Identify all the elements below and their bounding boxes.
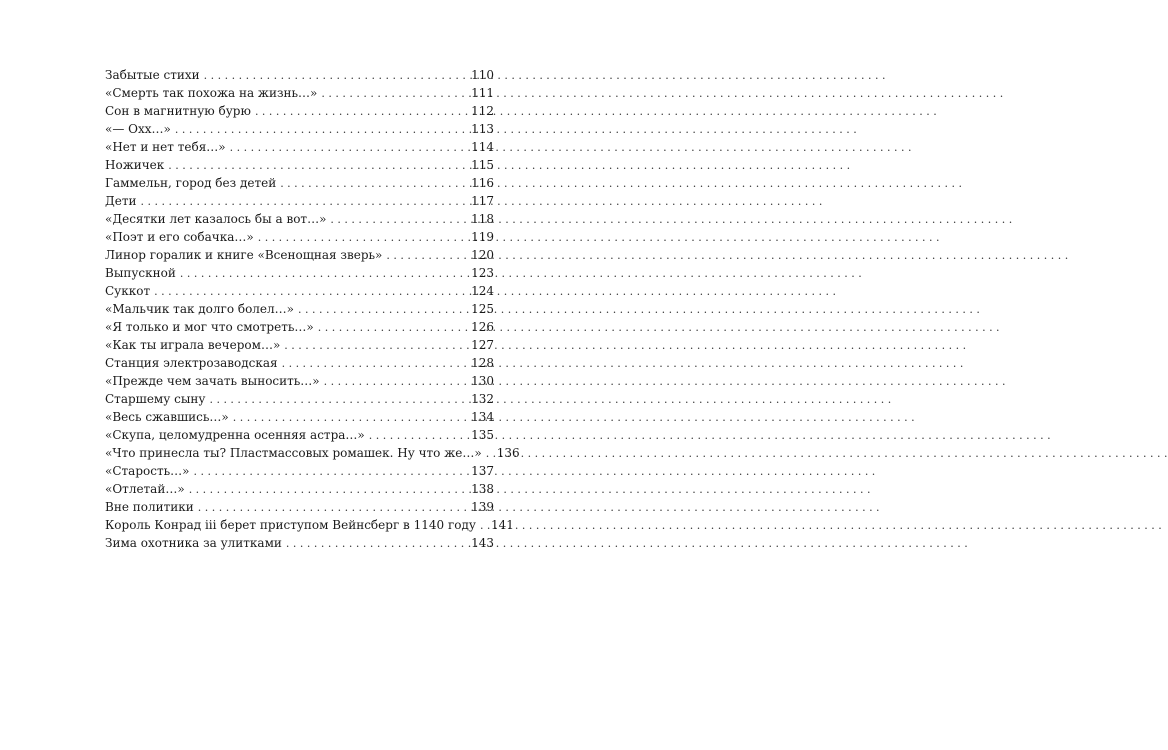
toc-entry xyxy=(105,174,494,192)
toc-entry-page: 117 xyxy=(471,194,494,208)
toc-entry-page: 127 xyxy=(471,338,494,352)
toc-dot-leader xyxy=(298,300,468,319)
toc-entry-page: 138 xyxy=(471,482,494,496)
toc-entry-title: Король Конрад iii берет приступом Вейнсберг в 1140 году xyxy=(105,518,476,532)
toc-entry xyxy=(105,300,494,318)
toc-dot-leader xyxy=(189,480,468,499)
toc-entry-page: 111 xyxy=(471,86,494,100)
toc-dot-leader xyxy=(330,210,468,229)
toc-entry-page: 130 xyxy=(471,374,494,388)
toc-entry-page: 134 xyxy=(471,410,494,424)
toc-entry-page: 115 xyxy=(471,158,494,172)
toc-entry-page: 139 xyxy=(471,500,494,514)
toc-entry-title: Старшему сыну xyxy=(105,392,206,406)
toc-entry xyxy=(105,264,494,282)
toc-dot-leader xyxy=(175,120,468,139)
toc-dot-leader xyxy=(168,156,468,175)
toc-entry xyxy=(105,336,494,354)
toc-dot-leader xyxy=(230,138,468,157)
toc-dot-leader xyxy=(286,534,468,553)
toc-entry-page: 125 xyxy=(471,302,494,316)
toc-entry-page: 141 xyxy=(490,518,514,532)
toc-entry-title: «— Охх…» xyxy=(105,122,171,136)
toc-entry-page: 110 xyxy=(471,68,494,82)
toc-entry xyxy=(105,372,494,390)
toc-entry-page: 118 xyxy=(471,212,494,226)
toc-entry-page: 123 xyxy=(471,266,494,280)
toc-entry xyxy=(105,66,494,84)
toc-entry-title: Ножичек xyxy=(105,158,165,172)
toc-entry-title: «Прежде чем зачать выносить…» xyxy=(105,374,320,388)
toc-entry-title: Линор горалик и книге «Всенощная зверь» xyxy=(105,248,383,262)
toc-entry-page: 119 xyxy=(471,230,494,244)
toc-entry xyxy=(105,210,494,228)
toc-dot-leader xyxy=(486,444,494,463)
toc-entry-page: 143 xyxy=(471,536,494,550)
toc-entry-title: Станция электрозаводская xyxy=(105,356,278,370)
toc-entry xyxy=(105,390,494,408)
toc-entry-title: «Смерть так похожа на жизнь…» xyxy=(105,86,318,100)
toc-entry xyxy=(105,480,494,498)
toc-entry xyxy=(105,120,494,138)
toc-entry xyxy=(105,282,494,300)
toc-dot-leader xyxy=(386,246,468,265)
toc-entry xyxy=(105,246,494,264)
toc-entry-page: 116 xyxy=(471,176,494,190)
toc-entry-page: 114 xyxy=(471,140,494,154)
toc-entry-title: «Скупа, целомудренна осенняя астра…» xyxy=(105,428,365,442)
toc-entry-page: 132 xyxy=(471,392,494,406)
toc-entry xyxy=(105,444,520,462)
toc-dot-leader xyxy=(280,174,468,193)
toc-entry xyxy=(105,426,494,444)
toc-dot-leader xyxy=(193,462,468,481)
toc-entry-title: Зима охотника за улитками xyxy=(105,536,282,550)
toc-entry-title: «Отлетай…» xyxy=(105,482,185,496)
toc-entry-title: Дети xyxy=(105,194,137,208)
toc-entry-title: «Мальчик так долго болел…» xyxy=(105,302,294,316)
toc-dot-leader xyxy=(324,372,468,391)
toc-entry xyxy=(105,102,494,120)
toc-entry-page: 124 xyxy=(471,284,494,298)
toc-entry-page: 137 xyxy=(471,464,494,478)
toc-entry-page: 113 xyxy=(471,122,494,136)
toc-dot-leader xyxy=(209,390,468,409)
toc-entry xyxy=(105,84,494,102)
toc-dot-leader xyxy=(282,354,469,373)
toc-entry-page: 136 xyxy=(496,446,520,460)
toc-entry-title: «Поэт и его собачка…» xyxy=(105,230,254,244)
toc-dot-leader xyxy=(154,282,468,301)
toc-entry-page: 120 xyxy=(471,248,494,262)
toc-entry xyxy=(105,192,494,210)
toc-dot-leader xyxy=(369,426,468,445)
toc-entry-title: «Весь сжавшись…» xyxy=(105,410,229,424)
toc-entry-title: «Старость…» xyxy=(105,464,190,478)
toc-entry-title: «Что принесла ты? Пластмассовых ромашек. Ну что же…» xyxy=(105,446,482,460)
toc-dot-leader xyxy=(255,102,468,121)
toc-entry-title: Выпускной xyxy=(105,266,176,280)
toc-entry-title: Забытые стихи xyxy=(105,68,200,82)
toc-entry xyxy=(105,534,494,552)
toc-entry-title: «Как ты играла вечером…» xyxy=(105,338,281,352)
toc-entry-title: Сон в магнитную бурю xyxy=(105,104,251,118)
toc-entry-title: Суккот xyxy=(105,284,151,298)
toc-dot-leader xyxy=(141,192,469,211)
toc-dot-leader xyxy=(318,318,468,337)
toc-dot-leader xyxy=(204,66,468,85)
toc-dot-leader xyxy=(198,498,468,517)
toc-entry xyxy=(105,228,494,246)
toc-entry xyxy=(105,408,494,426)
toc-dot-leader xyxy=(180,264,468,283)
toc-entry-page: 126 xyxy=(471,320,494,334)
toc-entry-page: 112 xyxy=(471,104,494,118)
toc-entry xyxy=(105,462,494,480)
toc-entry xyxy=(105,498,494,516)
table-of-contents xyxy=(105,66,520,552)
toc-entry-title: «Нет и нет тебя…» xyxy=(105,140,226,154)
toc-entry xyxy=(105,516,514,534)
toc-entry xyxy=(105,318,494,336)
toc-entry-page: 128 xyxy=(471,356,494,370)
toc-entry-title: «Я только и мог что смотреть…» xyxy=(105,320,314,334)
toc-entry-title: Вне политики xyxy=(105,500,194,514)
toc-dot-leader xyxy=(258,228,468,247)
toc-entry xyxy=(105,354,494,372)
toc-entry xyxy=(105,138,494,156)
toc-dot-leader xyxy=(284,336,468,355)
toc-entry-page: 135 xyxy=(471,428,494,442)
toc-dot-leader xyxy=(321,84,468,103)
toc-entry xyxy=(105,156,494,174)
toc-entry-title: Гаммельн, город без детей xyxy=(105,176,277,190)
toc-entry-title: «Десятки лет казалось бы а вот…» xyxy=(105,212,327,226)
toc-dot-leader xyxy=(233,408,468,427)
toc-dot-leader xyxy=(480,516,488,535)
